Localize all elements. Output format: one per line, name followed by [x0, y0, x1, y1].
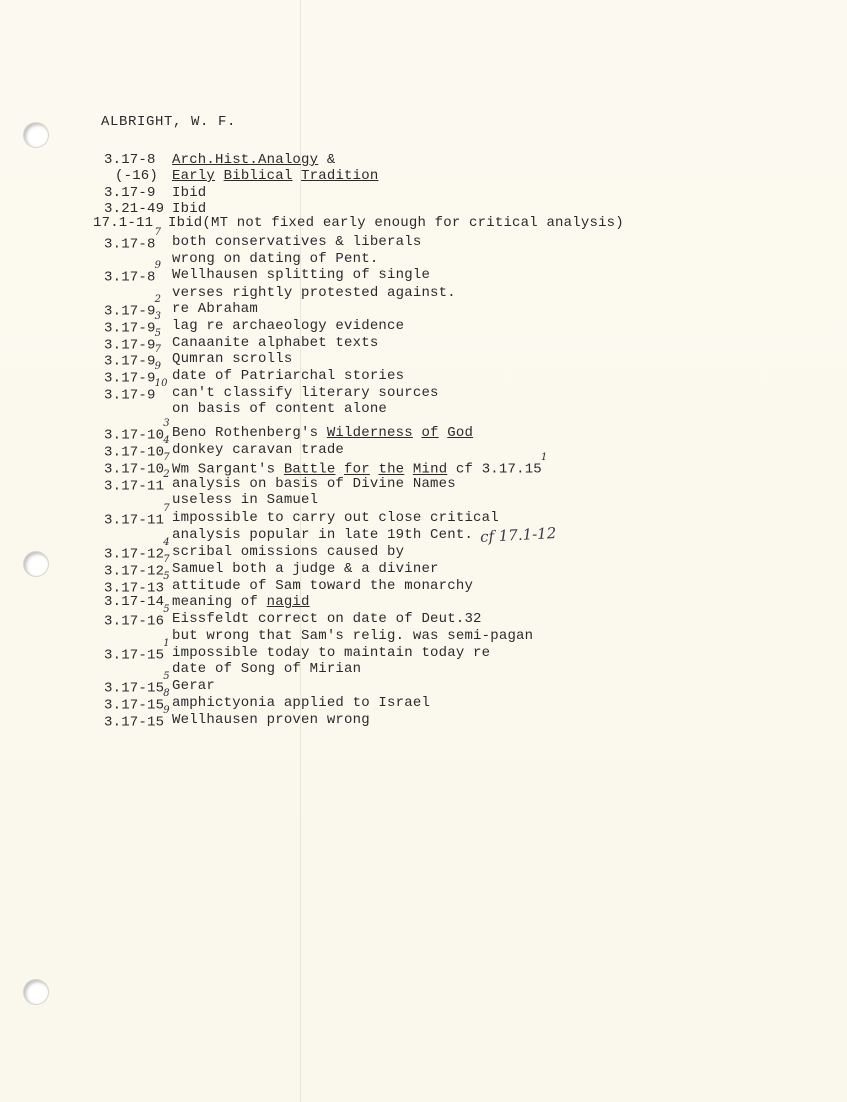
entry-text-part: amphictyonia applied to Israel — [172, 695, 431, 711]
entry-text — [172, 401, 387, 417]
entry-superscript: 2 — [154, 294, 162, 305]
entry-text — [168, 215, 624, 231]
entry-text-part: donkey caravan trade — [172, 442, 345, 458]
entry-text — [172, 594, 310, 610]
entry-text-part: re Abraham — [172, 301, 259, 317]
entry-reference: $3.17-9^3$ — [104, 311, 162, 337]
entry-reference: $3.17-12^4$ — [104, 537, 170, 563]
entry-text — [172, 351, 292, 367]
entry-text — [172, 152, 335, 168]
entry-text-part: Gerar — [172, 678, 216, 694]
entry-text-part: Wm Sargant's — [172, 461, 284, 478]
entry-text — [172, 318, 404, 334]
entry-reference: $3.17-15^1$ — [104, 638, 170, 664]
entry-superscript: 10 — [154, 378, 168, 389]
entry-text-part: scribal omissions caused by — [172, 544, 405, 560]
entry-text-part: Wellhausen proven wrong — [172, 712, 370, 728]
entry-superscript: 5 — [163, 671, 170, 682]
entry-superscript: 5 — [154, 328, 162, 339]
entry-text — [172, 645, 490, 661]
entry-text-part: cf 3.17.15 — [447, 461, 542, 478]
entry-superscript: 9 — [154, 260, 162, 271]
underlined-title: nagid — [266, 594, 310, 610]
entry-text-part — [439, 425, 448, 441]
punch-hole-bottom — [24, 980, 48, 1004]
punch-hole-top — [24, 123, 48, 147]
entry-superscript: 8 — [163, 688, 170, 699]
entry-reference: $3.17-9^2$ — [104, 294, 162, 320]
entry-superscript: 9 — [154, 361, 162, 372]
entry-text — [172, 185, 206, 201]
entry-text-part: verses rightly protested against. — [172, 285, 456, 301]
entry-text-part: lag re archaeology evidence — [172, 318, 405, 334]
underlined-title: Mind — [412, 461, 448, 478]
entry-reference: $3.17-16^5$ — [104, 604, 170, 630]
entry-reference: $3.17-8^9$ — [104, 260, 162, 286]
entry-superscript: 5 — [163, 604, 170, 615]
entry-text-part: Ibid — [172, 201, 207, 217]
entry-text-part: Eissfeldt correct on date of Deut.32 — [172, 611, 482, 627]
entry-reference: $3.17-13^5$ — [104, 571, 170, 597]
entry-text-part: useless in Samuel — [172, 492, 319, 508]
entry-text-part: Wellhausen splitting of single — [172, 267, 431, 283]
entry-text-part: can't classify literary sources — [172, 385, 439, 401]
entry-reference: $3.17-12^7$ — [104, 554, 170, 580]
entry-reference: 3.17-14 — [104, 594, 165, 610]
entry-text — [172, 301, 258, 317]
entry-text-part: & — [318, 152, 336, 168]
entry-text — [172, 527, 473, 543]
entry-superscript: 9 — [163, 705, 170, 716]
underlined-title: Early — [172, 168, 216, 184]
entry-reference: $3.17-9^9$ — [104, 361, 162, 387]
entry-reference: $3.17-10^7$ — [104, 452, 170, 478]
entry-text-part: both conservatives & liberals — [172, 234, 422, 250]
entry-text — [172, 492, 318, 508]
entry-text — [172, 251, 378, 267]
underlined-title: Wilderness — [326, 425, 413, 441]
entry-text-part: date of Song of Mirian — [172, 661, 362, 677]
entry-superscript: 7 — [154, 344, 162, 355]
entry-reference: $3.17-9^{10}$ — [104, 378, 168, 404]
entry-text-part: on basis of content alone — [172, 401, 388, 417]
entry-text — [172, 611, 482, 627]
entry-text — [172, 695, 430, 711]
entry-text-part: wrong on dating of Pent. — [172, 251, 379, 267]
entry-text-part: Beno Rothenberg's — [172, 425, 327, 441]
entry-text-part: attitude of Sam toward the monarchy — [172, 578, 474, 594]
entry-text-part: Samuel both a judge & a diviner — [172, 561, 439, 577]
underlined-title: Tradition — [301, 168, 379, 184]
entry-text-part: Qumran scrolls — [172, 351, 293, 367]
entry-text — [172, 168, 378, 184]
underlined-title: Arch.Hist.Analogy — [172, 152, 319, 168]
entry-text-part: Ibid — [172, 185, 207, 201]
entry-superscript: 7 — [163, 503, 170, 514]
punch-hole-middle — [24, 552, 48, 576]
entry-text-part: analysis on basis of Divine Names — [172, 476, 456, 492]
entry-text — [172, 628, 533, 644]
entry-text — [172, 578, 473, 594]
entry-text — [172, 335, 378, 351]
entry-superscript: 3 — [154, 311, 162, 322]
entry-reference: $3.17-11^2$ — [104, 469, 170, 495]
entry-text — [172, 368, 404, 384]
entry-text-part: 1 — [540, 452, 548, 463]
entry-text — [172, 234, 421, 250]
entry-reference: $3.17-10^3$ — [104, 418, 170, 444]
entry-text-part: but wrong that Sam's relig. was semi-pagan — [172, 628, 534, 644]
handwritten-note: cf 17.1-12 — [479, 524, 557, 546]
entry-reference: $3.17-11^7$ — [104, 503, 170, 529]
entry-text — [172, 385, 439, 401]
entry-reference: 17.1-11 — [93, 215, 154, 231]
entry-text — [172, 267, 430, 283]
entry-reference: $3.17-8^7$ — [104, 227, 162, 253]
entry-superscript: 5 — [163, 571, 170, 582]
underlined-title: for — [344, 461, 370, 478]
underlined-title: Battle — [283, 461, 336, 478]
entry-text-part: impossible to carry out close critical — [172, 510, 499, 526]
entry-text — [172, 452, 548, 478]
entry-text-part — [215, 168, 224, 184]
entry-text — [172, 712, 370, 728]
entry-reference: $3.17-9^7$ — [104, 344, 162, 370]
entry-reference: (-16) — [115, 168, 159, 184]
entry-text — [172, 476, 456, 492]
entry-superscript: 1 — [163, 638, 170, 649]
entry-text — [172, 678, 215, 694]
entry-superscript: 4 — [163, 435, 170, 446]
entry-superscript: 2 — [163, 469, 170, 480]
entry-reference: 3.21-49 — [104, 201, 165, 217]
entry-reference: $3.17-10^4$ — [104, 435, 170, 461]
author-heading: ALBRIGHT, W. F. — [101, 114, 237, 130]
entry-superscript: 4 — [163, 537, 170, 548]
entry-superscript: 7 — [163, 554, 170, 565]
entry-text — [172, 661, 361, 677]
entry-text — [172, 285, 456, 301]
entry-superscript: 7 — [163, 452, 170, 463]
underlined-title: Biblical — [223, 168, 293, 184]
underlined-title: of — [421, 425, 439, 441]
entry-text-part: Canaanite alphabet texts — [172, 335, 379, 351]
entry-text — [172, 561, 439, 577]
entry-text-part: meaning of — [172, 594, 267, 610]
entry-text — [172, 442, 344, 458]
entry-reference: $3.17-15^9$ — [104, 705, 170, 731]
underlined-title: the — [378, 461, 405, 478]
entry-text — [172, 544, 404, 560]
entry-reference: 3.17-8 — [104, 152, 156, 168]
entry-text — [172, 425, 473, 441]
entry-superscript: 7 — [154, 227, 162, 238]
entry-text-part: analysis popular in late 19th Cent. — [172, 527, 474, 543]
entry-text-part: date of Patriarchal stories — [172, 368, 405, 384]
entry-reference: $3.17-9^5$ — [104, 328, 162, 354]
entry-text-part: Ibid(MT not fixed early enough for critical analysis) — [168, 215, 624, 231]
underlined-title: God — [447, 425, 474, 441]
entry-reference: 3.17-9 — [104, 185, 156, 201]
entry-text-part — [292, 168, 301, 184]
entry-reference: $3.17-15^8$ — [104, 688, 170, 714]
entry-reference: $3.17-15^5$ — [104, 671, 170, 697]
entry-text — [172, 510, 499, 526]
entry-superscript: 3 — [163, 418, 170, 429]
entry-text-part: impossible today to maintain today re — [172, 645, 491, 661]
